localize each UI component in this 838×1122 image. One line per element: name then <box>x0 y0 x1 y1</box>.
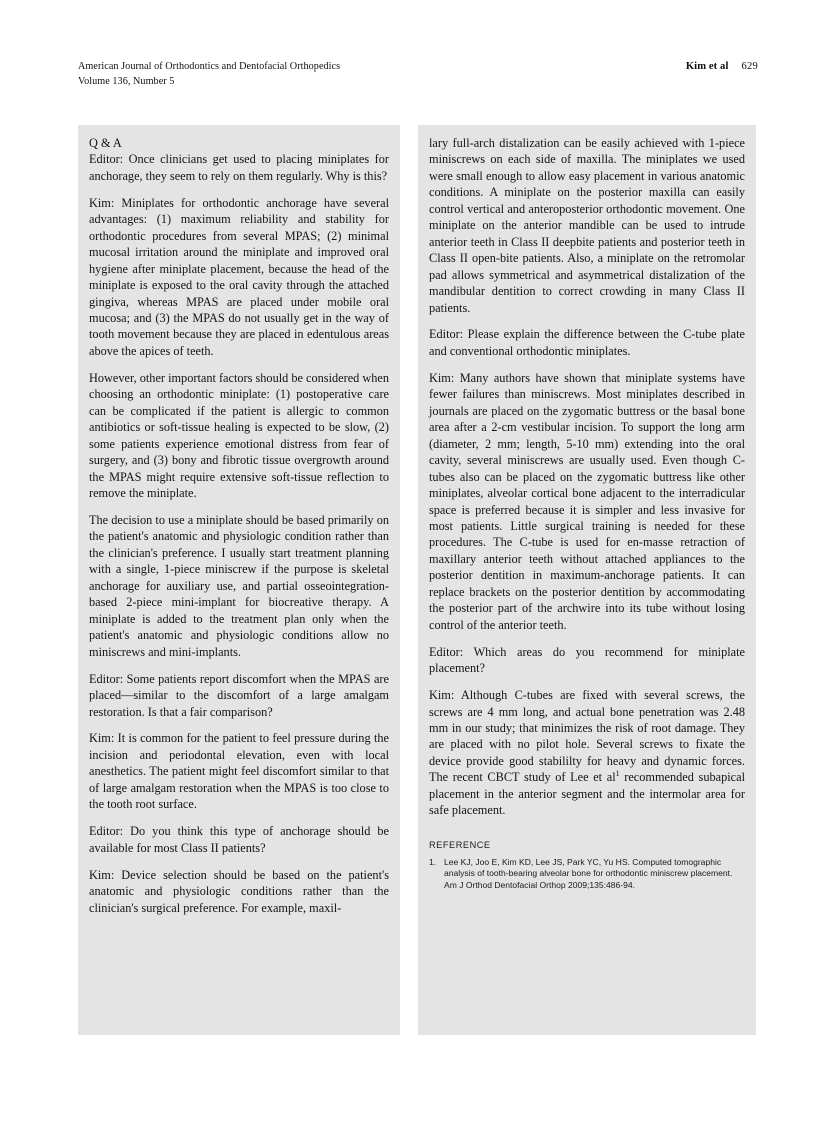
paragraph: Kim: It is common for the patient to feel pressure during the incision and periodontal elevation, even with local anesthetics. The patient might feel discomfort similar to that of large amalgam restoration when the MPAS is too close to the tooth root surface. <box>89 731 389 812</box>
right-column-body <box>429 135 745 819</box>
journal-name: American Journal of Orthodontics and Dentofacial Orthopedics <box>78 61 341 72</box>
journal-title-block <box>78 60 340 89</box>
journal-volume-issue: Volume 136, Number 5 <box>78 75 175 87</box>
running-head <box>78 60 758 94</box>
right-column-panel <box>418 125 756 1035</box>
paragraph: The decision to use a miniplate should be based primarily on the patient's anatomic and physiologic condition rather than the clinician's preference. I usually start treatment planning with a single, 1-piece miniscrew if the purpose is skeletal anchorage for auxiliary use, and partial osseointegration-based 2-piece mini-implant for biocreative therapy. A miniplate is added to the treatment plan only when the patient's anatomic and physiologic conditions allow no miniscrews and mini-implants. <box>89 513 389 659</box>
reference-number: 1. <box>429 856 437 867</box>
citation-marker[interactable]: 1 <box>615 769 620 779</box>
running-head-right <box>686 60 758 75</box>
reference-section <box>429 840 745 892</box>
paragraph-text-after-citation: recommended subapical placement in the anterior segment and the intermolar area for safe placement. <box>429 770 745 818</box>
paragraph: Editor: Which areas do you recommend for miniplate placement? <box>429 644 745 676</box>
paragraph: Kim: Many authors have shown that miniplate systems have fewer failures than miniscrews. Most miniplates described in journals are placed on the zygomatic buttress or the basal bone area after a 2-cm vestibular incision. To support the long arm (diameter, 2 mm; length, 5-10 mm) extending into the oral cavity, several miniscrews are usually used. Even though C-tubes also can be placed on the zygomatic buttress like other miniplates, alveolar cortical bone adjacent to the interradicular space is preferred because it is simpler and less invasive for most patients. Little surgical training is needed for these procedures. The C-tube is used for en-masse retraction of maxillary anterior teeth without attached appliances to the posterior dentition in maximum-anchorage patients. It can replace brackets on the posterior dentition by accommodating the posterior part of the archwire into its tube without losing control of the anterior teeth. <box>429 370 745 632</box>
paragraph-with-citation <box>429 687 745 819</box>
paragraph: Editor: Once clinicians get used to placing miniplates for anchorage, they seem to rely on them regularly. Why is this? <box>89 152 389 183</box>
paragraph: However, other important factors should be considered when choosing an orthodontic miniplate: (1) postoperative care can be complicated if the patient is allergic to common antibiotics or soft-tissue healing is expected to be slow, (2) some patients experience emotional distress from fear of surgery, and (3) bony and fibrotic tissue overgrowth around the MPAS might require extensive soft-tissue reflection to remove the miniplate. <box>89 370 390 501</box>
running-head-authors: Kim et al <box>685 61 729 72</box>
page-number: 629 <box>741 61 758 72</box>
paragraph: Editor: Some patients report discomfort when the MPAS are placed—similar to the discomfort of a large amalgam restoration. Is that a fair comparison? <box>89 671 389 719</box>
paragraph-text-before-citation: Kim: Although C-tubes are fixed with several screws, the screws are 4 mm long, and actual bone penetration was 2.48 mm in our study; that minimizes the risk of root damage. They are placed with no pilot hole. Several screws to fixate the device provide good stabililty for heavy and dynamic forces. The recent CBCT study of Lee et al <box>429 688 745 785</box>
reference-text: Lee KJ, Joo E, Kim KD, Lee JS, Park YC, Yu HS. Computed tomographic analysis of tooth-bearing alveolar bone for orthodontic miniscrew placement. Am J Orthod Dentofacial Orthop 2009;135:486-94. <box>444 856 733 890</box>
reference-item <box>429 857 745 892</box>
paragraph: Editor: Please explain the difference between the C-tube plate and conventional orthodontic miniplates. <box>429 327 745 358</box>
paragraph: lary full-arch distalization can be easily achieved with 1-piece miniscrews on each side of maxilla. The miniplates we used were small enough to allow easy placement in various anatomic conditions. A miniplate on the posterior maxilla can easily control vertical and anteroposterior orthodontic movement. One miniplate on the anterior mandible can be used to intrude anterior teeth in Class II deepbite patients and posterior teeth in Class II open-bite patients. Also, a miniplate on the retromolar pad allows symmetrical and asymmetrical distalization of the mandibular dentition to correct crowding in many Class II patients. <box>429 136 745 315</box>
paragraph: Kim: Device selection should be based on the patient's anatomic and physiologic conditions rather than the clinician's surgical preference. For example, maxil- <box>89 867 389 915</box>
paragraph: Kim: Miniplates for orthodontic anchorage have several advantages: (1) maximum reliability and stability for orthodontic procedures from several MPAS; (2) minimal mucosal irritation around the miniplate and improved oral hygiene after miniplate placement, because the head of the miniplate is exposed to the oral cavity through the attached gingiva, whereas MPAS are placed under mobile oral mucosa; and (3) the MPAS do not usually get in the way of tooth movement because they are placed in edentulous areas above the apices of teeth. <box>89 195 389 358</box>
paragraph: Editor: Do you think this type of anchorage should be available for most Class II patients? <box>89 824 389 855</box>
left-column-panel <box>78 125 400 1035</box>
reference-heading: REFERENCE <box>429 839 491 850</box>
left-column-body <box>89 151 389 916</box>
qa-section-heading: Q & A <box>89 136 122 150</box>
